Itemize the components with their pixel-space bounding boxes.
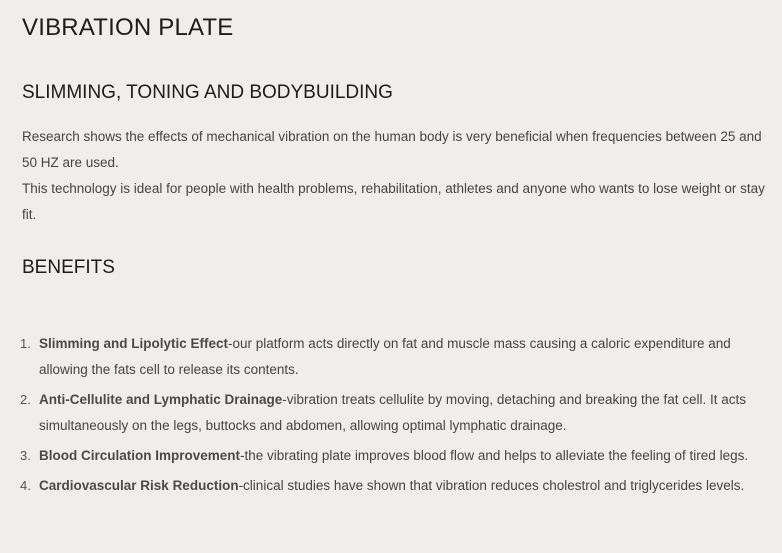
benefit-heading: Slimming and Lipolytic Effect [39, 336, 229, 351]
section-title-slimming: SLIMMING, TONING AND BODYBUILDING [22, 82, 393, 103]
intro-paragraph-2: This technology is ideal for people with health problems, rehabilitation, athletes and anyone who wants to lose weight or stay fit. [22, 181, 765, 222]
benefit-heading: Blood Circulation Improvement [39, 448, 241, 463]
benefit-text: -the vibrating plate improves blood flow and helps to alleviate the feeling of tired legs. [240, 448, 749, 463]
benefit-number: 2. [20, 392, 31, 407]
benefit-item-blood-circulation [22, 443, 760, 469]
benefits-list [22, 331, 760, 503]
benefit-item-cardiovascular [22, 473, 760, 499]
benefit-item-anti-cellulite [22, 387, 760, 439]
benefit-heading: Cardiovascular Risk Reduction [39, 478, 239, 493]
benefit-item-slimming [22, 331, 760, 383]
intro-paragraph-1: Research shows the effects of mechanical vibration on the human body is very beneficial when frequencies between 25 and 50 HZ are used. [22, 129, 762, 170]
benefit-number: 3. [20, 448, 31, 463]
benefit-text: -our platform acts directly on fat and muscle mass causing a caloric expenditure and allowing the fats cell to release its contents. [39, 336, 731, 377]
benefit-number: 4. [20, 478, 31, 493]
section-title-benefits: BENEFITS [22, 257, 115, 278]
benefit-heading: Anti-Cellulite and Lymphatic Drainage [39, 392, 283, 407]
benefit-text: -vibration treats cellulite by moving, detaching and breaking the fat cell. It acts simultaneously on the legs, buttocks and abdomen, allowing optimal lymphatic drainage. [39, 392, 747, 433]
benefit-number: 1. [20, 336, 31, 351]
intro-paragraph [22, 124, 774, 228]
benefit-text: -clinical studies have shown that vibration reduces cholestrol and triglycerides levels. [238, 478, 745, 493]
page-title: VIBRATION PLATE [22, 14, 234, 41]
